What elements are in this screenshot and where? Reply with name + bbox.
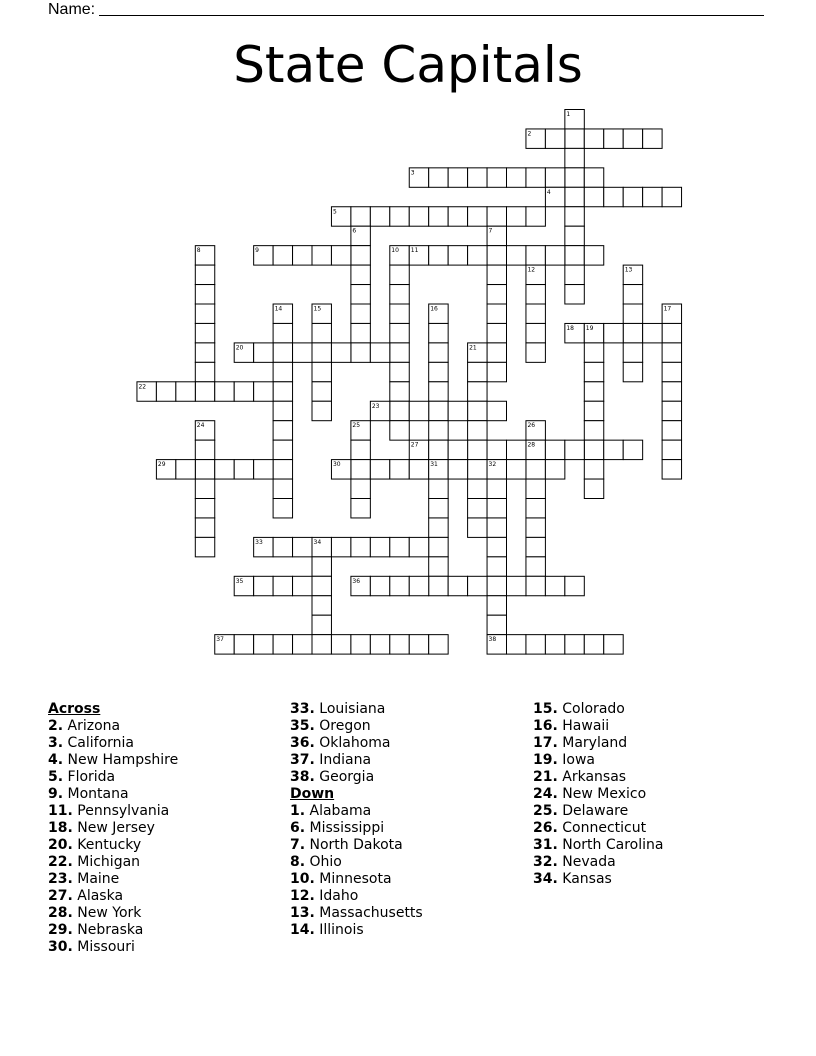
clue-text: Alaska <box>72 888 124 904</box>
clue-text: California <box>63 735 134 751</box>
clue-number: 11. <box>48 803 73 819</box>
down-clue <box>533 752 663 769</box>
clue-text: Maine <box>72 871 120 887</box>
clue-number: 4. <box>48 752 64 768</box>
clue-text: New Hampshire <box>63 752 179 768</box>
down-clue <box>533 820 663 837</box>
clue-number: 20 <box>235 344 244 352</box>
down-clue <box>290 803 423 820</box>
clue-number: 12. <box>290 888 315 904</box>
clue-number: 37 <box>216 636 224 644</box>
clue-text: Delaware <box>557 803 629 819</box>
clue-number: 25 <box>352 422 361 430</box>
clue-text: Michigan <box>72 854 141 870</box>
clue-number: 22. <box>48 854 73 870</box>
clue-number: 21. <box>533 769 558 785</box>
clue-number: 24 <box>196 422 205 430</box>
clue-number: 28. <box>48 905 73 921</box>
down-heading: Down <box>290 786 335 802</box>
clue-text: North Dakota <box>305 837 403 853</box>
clue-number: 14. <box>290 922 315 938</box>
down-clue <box>533 718 663 735</box>
clue-number: 13 <box>624 266 633 274</box>
clue-number: 5. <box>48 769 64 785</box>
across-clue <box>290 735 423 752</box>
across-clue <box>48 939 178 956</box>
clue-number: 22 <box>138 383 147 391</box>
clue-number: 36 <box>352 577 361 585</box>
clue-number: 9 <box>255 247 259 255</box>
clue-number: 8. <box>290 854 306 870</box>
across-clue <box>48 718 178 735</box>
clue-number: 31 <box>430 461 438 469</box>
name-label: Name: <box>48 1 96 18</box>
across-clue <box>48 837 178 854</box>
clue-number: 2 <box>527 130 532 138</box>
clue-number: 30 <box>332 461 341 469</box>
clue-number: 6. <box>290 820 306 836</box>
clue-number: 33. <box>290 701 315 717</box>
down-clue <box>533 769 663 786</box>
across-clue <box>48 922 178 939</box>
clue-text: Iowa <box>557 752 595 768</box>
clue-number: 26 <box>527 422 536 430</box>
down-clue <box>533 854 663 871</box>
clue-number: 6 <box>352 227 357 235</box>
clue-number: 34. <box>533 871 558 887</box>
clue-number: 25. <box>533 803 558 819</box>
clue-number: 28 <box>527 441 536 449</box>
down-clue <box>533 871 663 888</box>
down-clue <box>290 871 423 888</box>
clue-number: 21 <box>469 344 477 352</box>
clue-number: 17. <box>533 735 558 751</box>
clue-text: Connecticut <box>557 820 647 836</box>
clue-number: 23. <box>48 871 73 887</box>
across-clue <box>48 769 178 786</box>
clue-number: 16. <box>533 718 558 734</box>
clue-number: 34 <box>313 538 322 546</box>
clue-number: 2. <box>48 718 64 734</box>
clue-number: 33 <box>255 538 263 546</box>
clue-text: Idaho <box>314 888 359 904</box>
clue-number: 37. <box>290 752 315 768</box>
clue-number: 20. <box>48 837 73 853</box>
clue-text: Florida <box>63 769 116 785</box>
across-clue <box>48 820 178 837</box>
clue-number: 18 <box>566 324 574 332</box>
clue-text: Arizona <box>63 718 121 734</box>
down-clue <box>290 922 423 939</box>
clue-text: Illinois <box>314 922 364 938</box>
clue-number: 1. <box>290 803 306 819</box>
clue-number: 10. <box>290 871 315 887</box>
clue-number: 19. <box>533 752 558 768</box>
clue-number: 27 <box>410 441 419 449</box>
clue-number: 24. <box>533 786 558 802</box>
clue-text: Colorado <box>557 701 625 717</box>
clue-text: New York <box>72 905 142 921</box>
across-clue <box>290 752 423 769</box>
clue-text: Kentucky <box>72 837 142 853</box>
page-title: State Capitals <box>233 36 583 94</box>
clue-number: 1 <box>566 111 571 118</box>
clue-text: Hawaii <box>557 718 610 734</box>
clue-number: 11 <box>410 247 419 255</box>
clue-number: 12 <box>527 266 536 274</box>
across-clue <box>48 735 178 752</box>
clue-number: 18. <box>48 820 73 836</box>
clue-text: Oklahoma <box>314 735 391 751</box>
clue-number: 16 <box>430 305 438 313</box>
clue-number: 7 <box>488 227 493 235</box>
clue-text: Oregon <box>314 718 371 734</box>
across-clue <box>48 871 178 888</box>
clue-number: 15 <box>313 305 322 313</box>
clue-number: 29. <box>48 922 73 938</box>
clue-column-2 <box>290 701 423 939</box>
clue-number: 3 <box>410 169 415 177</box>
clue-number: 17 <box>663 305 672 313</box>
across-clue <box>48 803 178 820</box>
clue-number: 38. <box>290 769 315 785</box>
down-clue <box>290 905 423 922</box>
clue-text: Alabama <box>305 803 372 819</box>
clue-column-1 <box>48 701 178 956</box>
down-clue <box>533 837 663 854</box>
clue-text: New Mexico <box>557 786 647 802</box>
across-clue <box>48 905 178 922</box>
clue-text: Maryland <box>557 735 628 751</box>
down-clue <box>533 701 663 718</box>
across-clue <box>290 701 423 718</box>
clue-text: New Jersey <box>72 820 155 836</box>
clue-number: 32. <box>533 854 558 870</box>
across-clue <box>290 718 423 735</box>
clue-text: Kansas <box>557 871 612 887</box>
clue-number: 7. <box>290 837 306 853</box>
clue-number: 31. <box>533 837 558 853</box>
clue-number: 35 <box>235 577 244 585</box>
clue-text: North Carolina <box>557 837 664 853</box>
clue-number: 5 <box>332 208 337 216</box>
down-clue <box>290 820 423 837</box>
clue-number: 26. <box>533 820 558 836</box>
clue-number: 23 <box>371 402 380 410</box>
clue-column-3 <box>533 701 663 888</box>
across-clue <box>48 786 178 803</box>
clue-text: Georgia <box>314 769 375 785</box>
clue-number: 35. <box>290 718 315 734</box>
down-clue <box>533 786 663 803</box>
clue-number: 27. <box>48 888 73 904</box>
clue-number: 8 <box>196 247 201 255</box>
clue-number: 10 <box>391 247 399 255</box>
clue-text: Pennsylvania <box>72 803 170 819</box>
clue-text: Ohio <box>305 854 342 870</box>
clue-number: 38 <box>488 636 497 644</box>
clue-number: 13. <box>290 905 315 921</box>
clue-number: 29 <box>157 461 166 469</box>
clue-number: 9. <box>48 786 64 802</box>
clue-number: 36. <box>290 735 315 751</box>
clue-text: Arkansas <box>557 769 627 785</box>
down-clue <box>290 837 423 854</box>
down-clue <box>533 803 663 820</box>
clue-number: 15. <box>533 701 558 717</box>
across-clue <box>290 769 423 786</box>
across-clue <box>48 888 178 905</box>
down-clue <box>533 735 663 752</box>
clue-number: 4 <box>546 188 551 196</box>
clue-text: Montana <box>63 786 129 802</box>
across-heading: Across <box>48 701 101 717</box>
clue-text: Nevada <box>557 854 616 870</box>
clue-text: Minnesota <box>314 871 392 887</box>
clue-number: 30. <box>48 939 73 955</box>
across-clue <box>48 752 178 769</box>
clue-text: Louisiana <box>314 701 386 717</box>
down-clue <box>290 854 423 871</box>
clue-number: 14 <box>274 305 283 313</box>
clue-number: 3. <box>48 735 64 751</box>
clue-number: 19 <box>585 324 594 332</box>
clue-text: Nebraska <box>72 922 144 938</box>
across-clue <box>48 854 178 871</box>
clue-text: Missouri <box>72 939 135 955</box>
clue-text: Indiana <box>314 752 372 768</box>
clue-text: Massachusetts <box>314 905 423 921</box>
clue-text: Mississippi <box>305 820 385 836</box>
down-clue <box>290 888 423 905</box>
clue-number: 32 <box>488 461 497 469</box>
